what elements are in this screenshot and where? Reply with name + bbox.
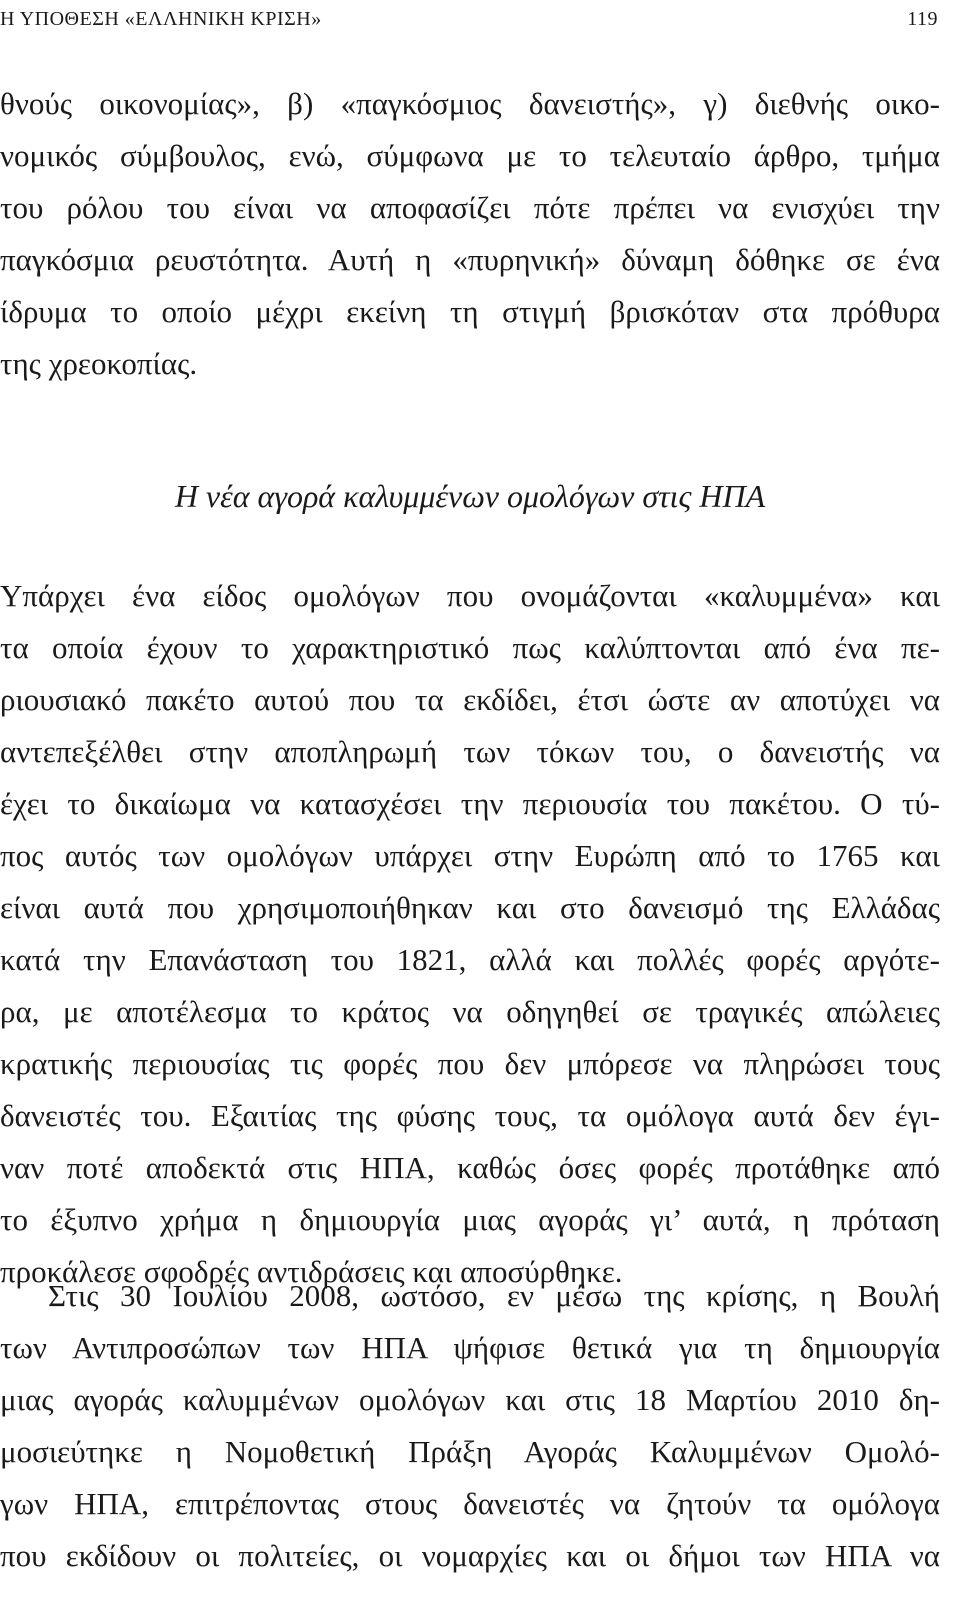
paragraph-line: δανειστές του. Εξαιτίας της φύσης τους, τα ομόλογα αυτά δεν έγι- bbox=[0, 1098, 940, 1133]
paragraph-2 bbox=[0, 570, 940, 1298]
paragraph-line: πος αυτός των ομολόγων υπάρχει στην Ευρώπη από το 1765 και bbox=[0, 838, 940, 873]
paragraph-line: γων ΗΠΑ, επιτρέποντας στους δανειστές να ζητούν τα ομόλογα bbox=[0, 1486, 940, 1521]
paragraph-line: Υπάρχει ένα είδος ομολόγων που ονομάζονται «καλυμμένα» και bbox=[0, 578, 940, 613]
running-header bbox=[0, 4, 938, 34]
paragraph-line: προκάλεσε σφοδρές αντιδράσεις και αποσύρθηκε. bbox=[0, 1254, 623, 1289]
page-number: 119 bbox=[907, 8, 938, 30]
paragraph-line: της χρεοκοπίας. bbox=[0, 346, 198, 381]
paragraph-line: που εκδίδουν οι πολιτείες, οι νομαρχίες και οι δήμοι των ΗΠΑ να bbox=[0, 1538, 940, 1573]
paragraph-line: νομικός σύμβουλος, ενώ, σύμφωνα με το τελευταίο άρθρο, τμήμα bbox=[0, 138, 940, 173]
paragraph-line: το έξυπνο χρήμα η δημιουργία μιας αγοράς γι’ αυτά, η πρόταση bbox=[0, 1202, 940, 1237]
paragraph-line: αντεπεξέλθει στην αποπληρωμή των τόκων του, ο δανειστής να bbox=[0, 734, 940, 769]
paragraph-line: κατά την Επανάσταση του 1821, αλλά και πολλές φορές αργότε- bbox=[0, 942, 940, 977]
paragraph-line: μιας αγοράς καλυμμένων ομολόγων και στις 18 Μαρτίου 2010 δη- bbox=[0, 1382, 940, 1417]
paragraph-line: ριουσιακό πακέτο αυτού που τα εκδίδει, έτσι ώστε αν αποτύχει να bbox=[0, 682, 940, 717]
paragraph-line: του ρόλου του είναι να αποφασίζει πότε πρέπει να ενισχύει την bbox=[0, 190, 940, 225]
paragraph-line: είναι αυτά που χρησιμοποιήθηκαν και στο δανεισμό της Ελλάδας bbox=[0, 890, 940, 925]
paragraph-line: ναν ποτέ αποδεκτά στις ΗΠΑ, καθώς όσες φορές προτάθηκε από bbox=[0, 1150, 940, 1185]
paragraph-line: παγκόσμια ρευστότητα. Αυτή η «πυρηνική» δύναμη δόθηκε σε ένα bbox=[0, 242, 940, 277]
paragraph-line: μοσιεύτηκε η Νομοθετική Πράξη Αγοράς Καλυμμένων Ομολό- bbox=[0, 1434, 940, 1469]
running-title: Η ΥΠΟΘΕΣΗ «ΕΛΛΗΝΙΚΗ ΚΡΙΣΗ» bbox=[0, 8, 322, 30]
paragraph-3 bbox=[0, 1270, 940, 1582]
paragraph-line: Στις 30 Ιουλίου 2008, ωστόσο, εν μέσω της κρίσης, η Βουλή bbox=[48, 1278, 940, 1313]
paragraph-line: κρατικής περιουσίας τις φορές που δεν μπόρεσε να πληρώσει τους bbox=[0, 1046, 940, 1081]
paragraph-line: ρα, με αποτέλεσμα το κράτος να οδηγηθεί σε τραγικές απώλειες bbox=[0, 994, 940, 1029]
paragraph-1 bbox=[0, 78, 940, 390]
paragraph-line: των Αντιπροσώπων των ΗΠΑ ψήφισε θετικά για τη δημιουργία bbox=[0, 1330, 940, 1365]
paragraph-line: θνούς οικονομίας», β) «παγκόσμιος δανειστής», γ) διεθνής οικο- bbox=[0, 86, 940, 121]
paragraph-line: έχει το δικαίωμα να κατασχέσει την περιουσία του πακέτου. Ο τύ- bbox=[0, 786, 940, 821]
section-heading: Η νέα αγορά καλυμμένων ομολόγων στις ΗΠΑ bbox=[174, 478, 766, 514]
paragraph-line: τα οποία έχουν το χαρακτηριστικό πως καλύπτονται από ένα πε- bbox=[0, 630, 940, 665]
paragraph-line: ίδρυμα το οποίο μέχρι εκείνη τη στιγμή βρισκόταν στα πρόθυρα bbox=[0, 294, 940, 329]
